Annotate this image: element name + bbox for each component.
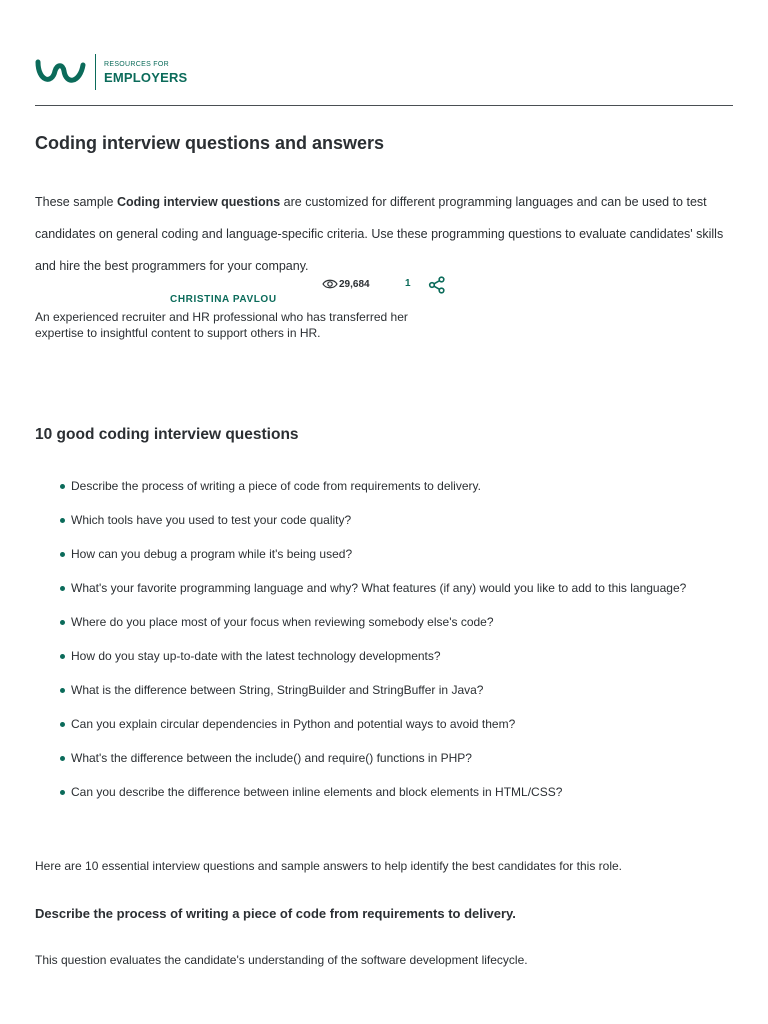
logo-big-text: EMPLOYERS [104,69,188,85]
question-text: Which tools have you used to test your code quality? [71,513,352,527]
question-text: What's your favorite programming language and why? What features (if any) would you like to add to this language? [71,581,687,595]
list-item [58,640,698,672]
question-heading: Describe the process of writing a piece of code from requirements to delivery. [35,906,516,921]
question-text: What is the difference between String, StringBuilder and StringBuffer in Java? [71,683,484,697]
author-name-link[interactable]: CHRISTINA PAVLOU [170,294,277,305]
bullet-dot [60,756,65,761]
summary-paragraph: Here are 10 essential interview questions and sample answers to help identify the best candidates for this role. [35,859,622,873]
bullet-dot [60,518,65,523]
bullet-dot [60,484,65,489]
logo-divider [95,54,96,90]
list-item [58,606,698,638]
question-text: Can you explain circular dependencies in Python and potential ways to avoid them? [71,717,516,731]
questions-section-title: 10 good coding interview questions [35,426,299,443]
header-divider [35,105,733,106]
bullet-dot [60,620,65,625]
brand-wave-icon [35,57,87,87]
question-text: Where do you place most of your focus when reviewing somebody else's code? [71,615,494,629]
questions-list [58,470,698,810]
intro-text-after: are customized for different programming languages and can be used to test candidates on general coding and language-specific criteria. Use these programming questions to evaluate candidates' skills and hire the best programmers for your company. [35,195,724,273]
question-text: What's the difference between the include() and require() functions in PHP? [71,751,472,765]
intro-bold-text: Coding interview questions [116,195,281,209]
bullet-dot [60,688,65,693]
list-item [58,504,698,536]
bullet-dot [60,790,65,795]
share-icon[interactable] [428,276,446,294]
question-text: Can you describe the difference between inline elements and block elements in HTML/CSS? [71,785,563,799]
question-explanation: This question evaluates the candidate's understanding of the software development lifecycle. [35,953,528,967]
bullet-dot [60,552,65,557]
comment-count-link[interactable]: 1 [405,278,411,289]
question-text: How do you stay up-to-date with the latest technology developments? [71,649,441,663]
intro-paragraph [35,186,735,282]
bullet-dot [60,654,65,659]
list-item [58,470,698,502]
list-item [58,538,698,570]
list-item [58,572,698,604]
bullet-dot [60,722,65,727]
list-item [58,674,698,706]
question-text: Describe the process of writing a piece of code from requirements to delivery. [71,479,481,493]
list-item [58,708,698,740]
view-count-value: 29,684 [339,278,370,290]
bullet-dot [60,586,65,591]
list-item [58,742,698,774]
author-bio: An experienced recruiter and HR professional who has transferred her expertise to insightful content to support others in HR. [35,310,408,340]
page-title: Coding interview questions and answers [35,133,385,153]
eye-icon [322,278,338,290]
logo-text [104,61,187,84]
intro-text-before: These sample [35,195,117,209]
list-item [58,776,698,808]
view-count [322,278,370,290]
employers-logo[interactable] [35,52,187,92]
logo-small-text: RESOURCES FOR [104,60,169,68]
question-text: How can you debug a program while it's being used? [71,547,353,561]
